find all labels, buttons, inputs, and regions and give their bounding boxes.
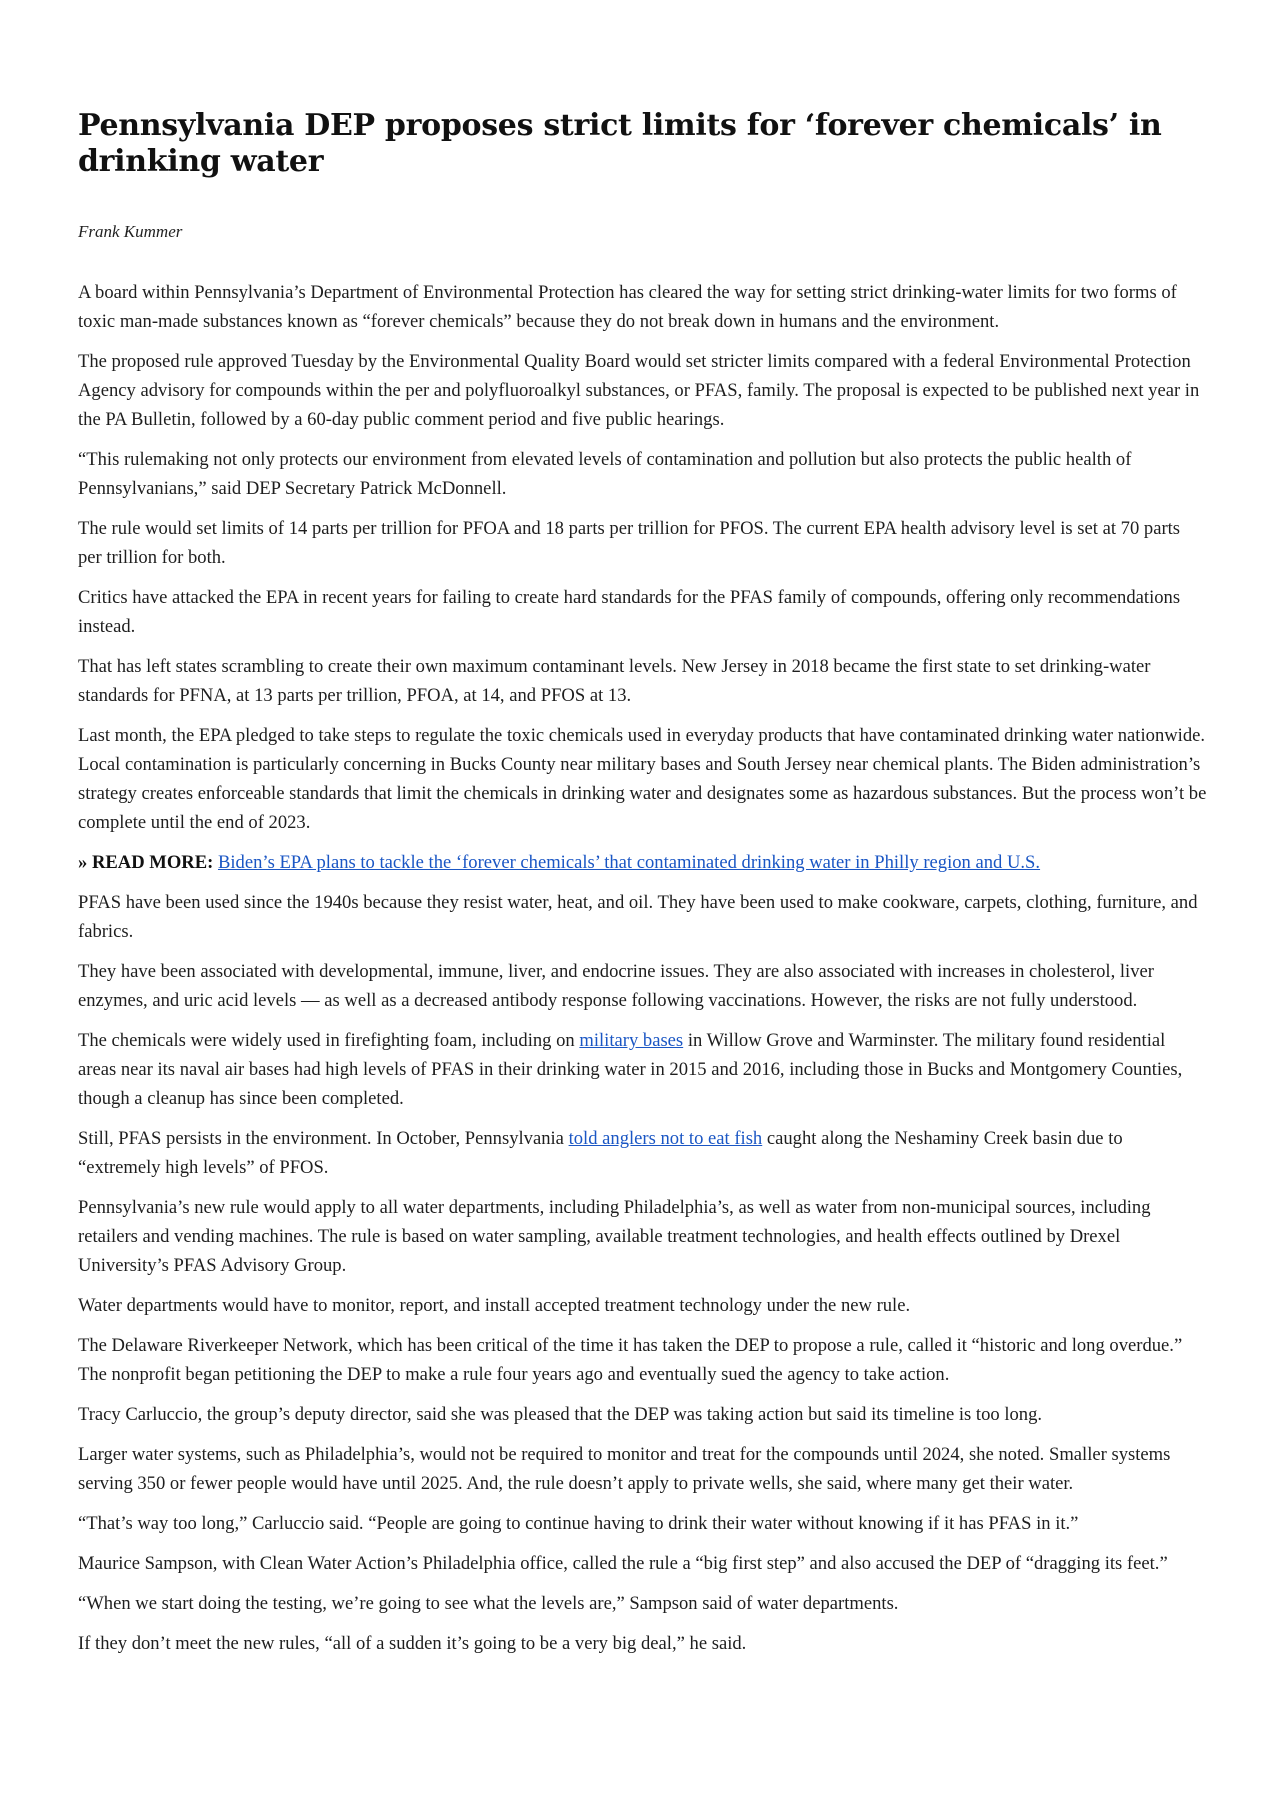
paragraph: Last month, the EPA pledged to take steps to regulate the toxic chemicals used in everyday products that have contaminated drinking water nationwide. Local contamination is particularly concerning in Bucks County near military bases and South Jersey near chemical plants. The Biden administration’s strategy creates enforceable standards that limit the chemicals in drinking water and designates some as hazardous substances. But the process won’t be complete until the end of 2023. <box>78 725 1207 833</box>
paragraph: They have been associated with developmental, immune, liver, and endocrine issues. They are also associated with increases in cholesterol, liver enzymes, and uric acid levels — as well as a decreased antibody response following vaccinations. However, the risks are not fully understood. <box>78 961 1154 1011</box>
paragraph: Pennsylvania’s new rule would apply to all water departments, including Philadelphia’s, as well as water from non-municipal sources, including retailers and vending machines. The rule is based on water sampling, available treatment technologies, and health effects outlined by Drexel University’s PFAS Advisory Group. <box>78 1197 1151 1276</box>
article-body <box>78 278 1208 1669</box>
paragraph: Larger water systems, such as Philadelphia’s, would not be required to monitor and treat for the compounds until 2024, she noted. Smaller systems serving 350 or fewer people would have until 2025. And, the rule doesn’t apply to private wells, she said, where many get their water. <box>78 1444 1171 1494</box>
paragraph: “That’s way too long,” Carluccio said. “People are going to continue having to drink their water without knowing if it has PFAS in it.” <box>78 1513 1079 1534</box>
paragraph: The proposed rule approved Tuesday by the Environmental Quality Board would set stricter limits compared with a federal Environmental Protection Agency advisory for compounds within the per and polyfluoroalkyl substances, or PFAS, family. The proposal is expected to be published next year in the PA Bulletin, followed by a 60-day public comment period and five public hearings. <box>78 351 1200 430</box>
article-title: Pennsylvania DEP proposes strict limits for ‘forever chemicals’ in drinking water <box>78 108 1162 179</box>
paragraph: If they don’t meet the new rules, “all of a sudden it’s going to be a very big deal,” he said. <box>78 1633 747 1654</box>
read-more-label: » READ MORE: <box>78 852 214 873</box>
paragraph: Maurice Sampson, with Clean Water Action’s Philadelphia office, called the rule a “big first step” and also accused the DEP of “dragging its feet.” <box>78 1553 1168 1574</box>
paragraph: The rule would set limits of 14 parts per trillion for PFOA and 18 parts per trillion for PFOS. The current EPA health advisory level is set at 70 parts per trillion for both. <box>78 518 1181 568</box>
paragraph: “When we start doing the testing, we’re going to see what the levels are,” Sampson said of water departments. <box>78 1593 899 1614</box>
paragraph <box>78 1124 1208 1182</box>
paragraph <box>78 1026 1208 1113</box>
paragraph-text: in Willow Grove and Warminster. The military found residential areas near its naval air bases had high levels of PFAS in their drinking water in 2015 and 2016, including those in Bucks and Montgomery Counties, though a cleanup has since been completed. <box>78 1030 1183 1109</box>
anglers-fish-link[interactable]: told anglers not to eat fish <box>568 1128 763 1149</box>
read-more-link[interactable]: Biden’s EPA plans to tackle the ‘forever chemicals’ that contaminated drinking water in Philly region and U.S. <box>217 852 1041 873</box>
paragraph-text: caught along the Neshaminy Creek basin due to “extremely high levels” of PFOS. <box>78 1128 1123 1178</box>
paragraph: Critics have attacked the EPA in recent years for failing to create hard standards for the PFAS family of compounds, offering only recommendations instead. <box>78 587 1181 637</box>
paragraph-text: The chemicals were widely used in firefighting foam, including on <box>78 1030 580 1051</box>
article <box>78 108 1208 1654</box>
paragraph: “This rulemaking not only protects our environment from elevated levels of contamination and pollution but also protects the public health of Pennsylvanians,” said DEP Secretary Patrick McDonnell. <box>78 449 1132 499</box>
paragraph: PFAS have been used since the 1940s because they resist water, heat, and oil. They have been used to make cookware, carpets, clothing, furniture, and fabrics. <box>78 892 1198 942</box>
paragraph: The Delaware Riverkeeper Network, which has been critical of the time it has taken the DEP to propose a rule, called it “historic and long overdue.” The nonprofit began petitioning the DEP to make a rule four years ago and eventually sued the agency to take action. <box>78 1335 1183 1385</box>
paragraph: Tracy Carluccio, the group’s deputy director, said she was pleased that the DEP was taking action but said its timeline is too long. <box>78 1404 1043 1425</box>
read-more <box>78 848 1208 877</box>
paragraph: Water departments would have to monitor, report, and install accepted treatment technology under the new rule. <box>78 1295 911 1316</box>
paragraph: A board within Pennsylvania’s Department of Environmental Protection has cleared the way for setting strict drinking-water limits for two forms of toxic man-made substances known as “forever chemicals” because they do not break down in humans and the environment. <box>78 282 1177 332</box>
author-byline: Frank Kummer <box>78 222 183 241</box>
paragraph-text: Still, PFAS persists in the environment. In October, Pennsylvania <box>78 1128 569 1149</box>
paragraph: That has left states scrambling to create their own maximum contaminant levels. New Jersey in 2018 became the first state to set drinking-water standards for PFNA, at 13 parts per trillion, PFOA, at 14, and PFOS at 13. <box>78 656 1151 706</box>
military-bases-link[interactable]: military bases <box>579 1030 684 1051</box>
